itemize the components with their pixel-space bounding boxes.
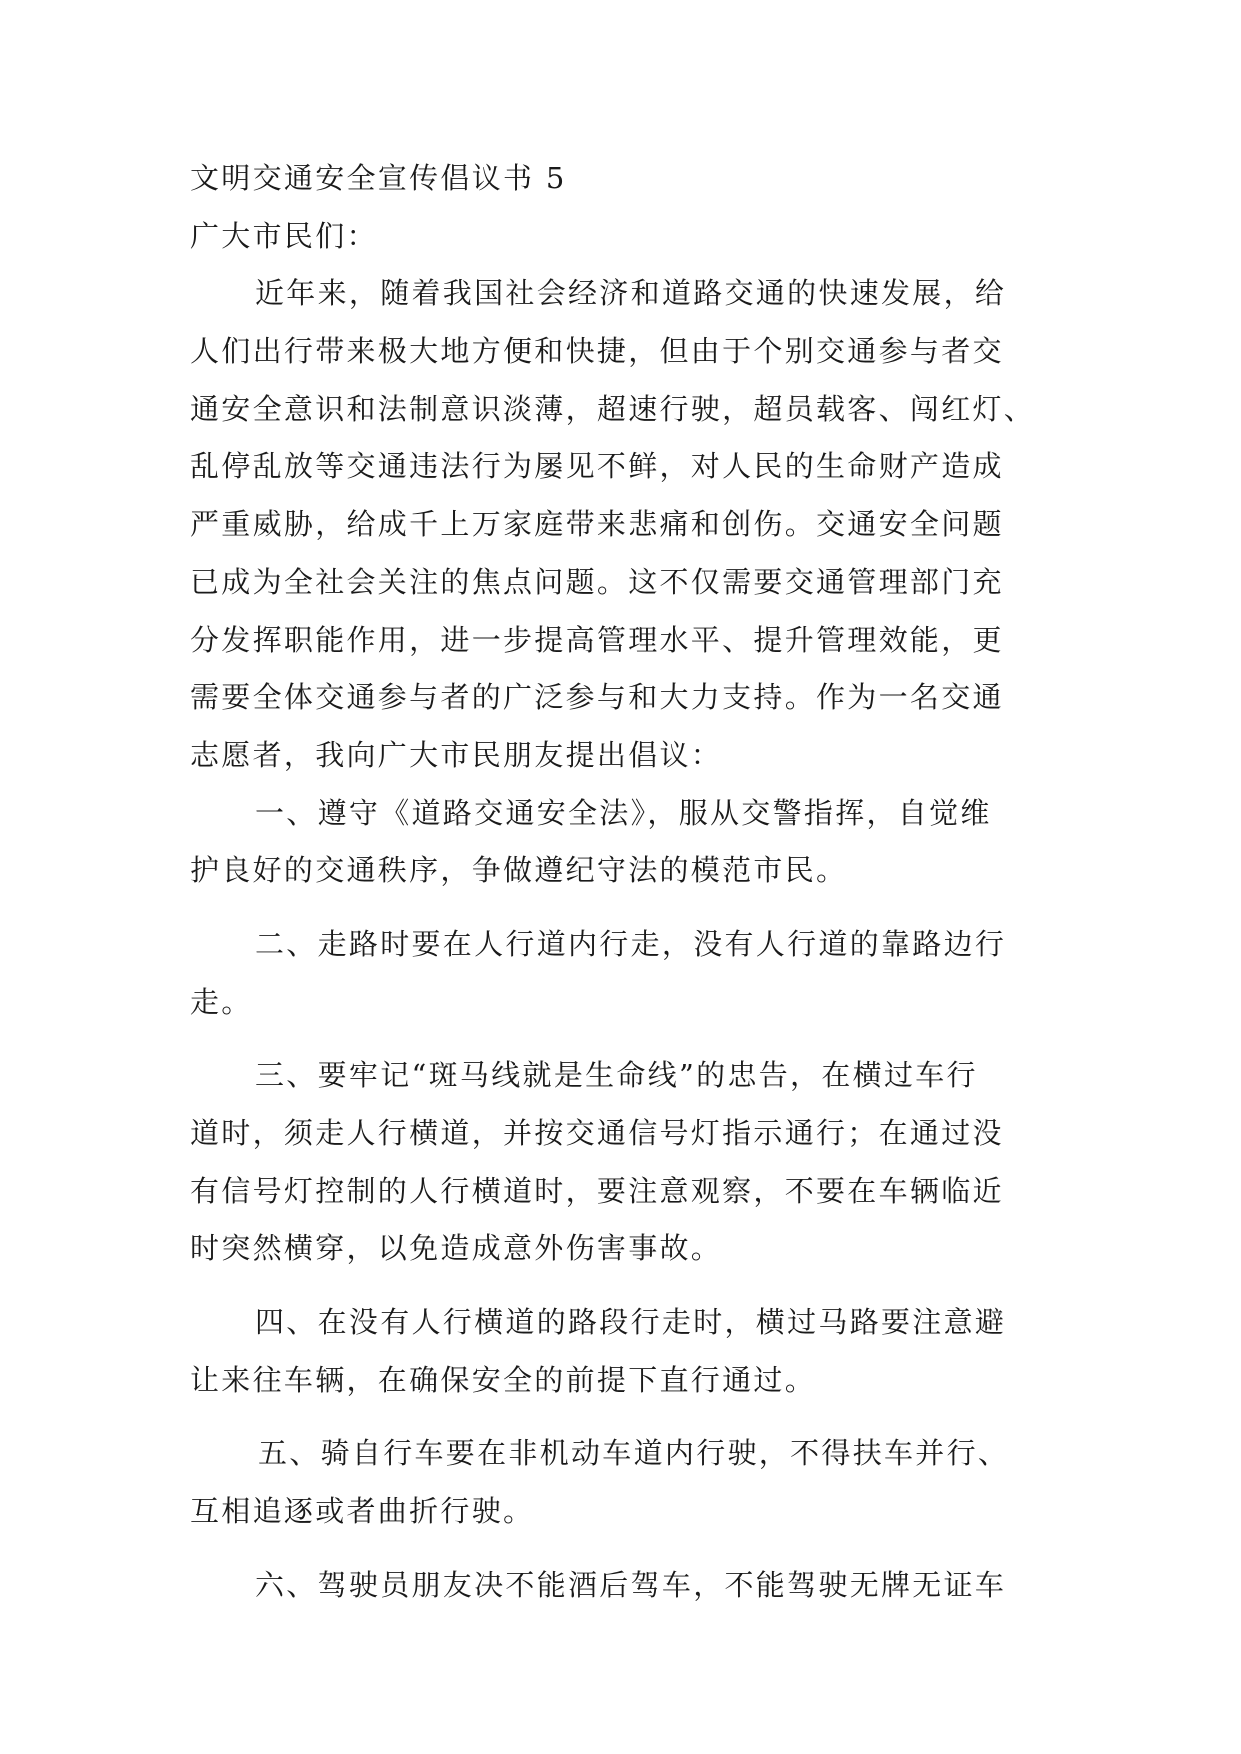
proposal-item-1 bbox=[190, 785, 1060, 900]
proposal-line: 三、要牢记“斑马线就是生命线”的忠告，在横过车行 bbox=[255, 1058, 978, 1093]
proposal-line: 四、在没有人行横道的路段行走时，横过马路要注意避 bbox=[255, 1305, 1007, 1340]
proposal-line: 二、走路时要在人行道内行走，没有人行道的靠路边行 bbox=[255, 926, 1007, 961]
intro-line: 已成为全社会关注的焦点问题。这不仅需要交通管理部门充 bbox=[190, 564, 1004, 599]
document-page bbox=[190, 150, 1060, 1615]
proposal-line: 护良好的交通秩序，争做遵纪守法的模范市民。 bbox=[190, 853, 848, 888]
proposal-line: 走。 bbox=[190, 984, 253, 1019]
proposal-line: 有信号灯控制的人行横道时，要注意观察，不要在车辆临近 bbox=[190, 1173, 1004, 1208]
proposal-item-4 bbox=[190, 1294, 1060, 1409]
proposal-item-5 bbox=[190, 1425, 1060, 1540]
proposal-line: 互相追逐或者曲折行驶。 bbox=[190, 1494, 535, 1529]
paragraph-gap bbox=[190, 900, 1060, 916]
paragraph-gap bbox=[190, 1278, 1060, 1294]
proposal-line: 时突然横穿，以免造成意外伤害事故。 bbox=[190, 1231, 723, 1266]
intro-line: 严重威胁，给成千上万家庭带来悲痛和创伤。交通安全问题 bbox=[190, 507, 1004, 542]
intro-line: 分发挥职能作用，进一步提高管理水平、提升管理效能，更 bbox=[190, 622, 1004, 657]
proposal-item-6 bbox=[190, 1557, 1060, 1615]
intro-line: 志愿者，我向广大市民朋友提出倡议： bbox=[190, 737, 723, 772]
paragraph-gap bbox=[190, 1541, 1060, 1557]
proposal-item-3 bbox=[190, 1047, 1060, 1278]
proposal-line: 让来往车辆，在确保安全的前提下直行通过。 bbox=[190, 1362, 817, 1397]
proposal-line: 六、驾驶员朋友决不能酒后驾车，不能驾驶无牌无证车 bbox=[255, 1567, 1007, 1602]
proposal-line: 五、骑自行车要在非机动车道内行驶，不得扶车并行、 bbox=[258, 1436, 1010, 1471]
intro-paragraph bbox=[190, 265, 1060, 784]
intro-line: 近年来，随着我国社会经济和道路交通的快速发展，给 bbox=[255, 276, 1007, 311]
salutation: 广大市民们： bbox=[190, 218, 378, 253]
proposal-item-2 bbox=[190, 916, 1060, 1031]
paragraph-gap bbox=[190, 1409, 1060, 1425]
intro-line: 需要全体交通参与者的广泛参与和大力支持。作为一名交通 bbox=[190, 680, 1004, 715]
intro-line: 乱停乱放等交通违法行为屡见不鲜，对人民的生命财产造成 bbox=[190, 449, 1004, 484]
intro-line: 通安全意识和法制意识淡薄，超速行驶，超员载客、闯红灯、 bbox=[190, 391, 1036, 426]
proposal-line: 道时，须走人行横道，并按交通信号灯指示通行；在通过没 bbox=[190, 1116, 1004, 1150]
proposal-line: 一、遵守《道路交通安全法》，服从交警指挥，自觉维 bbox=[255, 795, 992, 830]
document-title: 文明交通安全宣传倡议书 5 bbox=[190, 161, 567, 195]
intro-line: 人们出行带来极大地方便和快捷，但由于个别交通参与者交 bbox=[190, 334, 1004, 369]
paragraph-gap bbox=[190, 1031, 1060, 1047]
